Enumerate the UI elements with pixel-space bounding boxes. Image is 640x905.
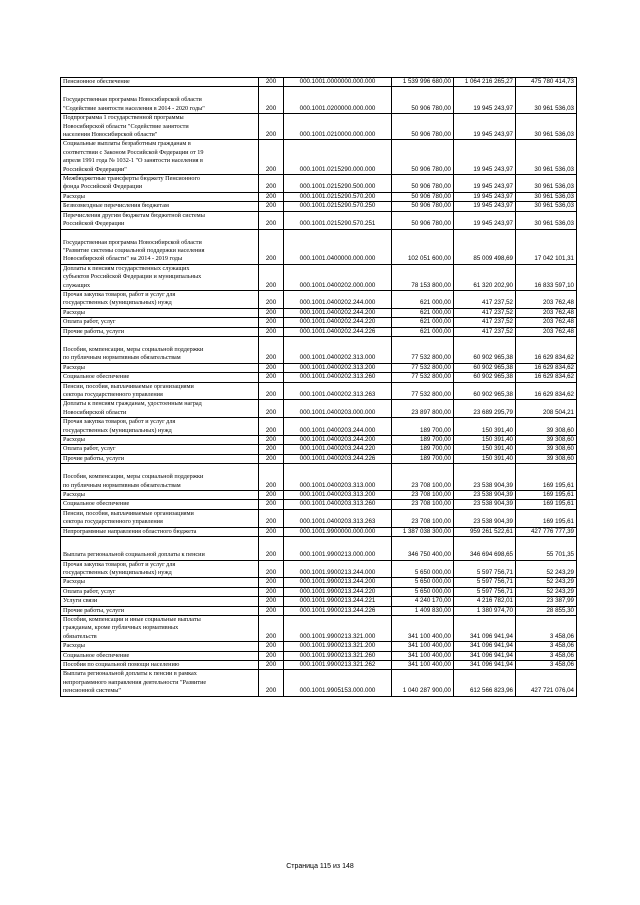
- unexecuted-amount-cell: 23 387,99: [516, 597, 577, 606]
- assigned-amount-cell: 189 700,00: [392, 436, 454, 445]
- budget-code-cell: 000.1001.0400203.244.226: [284, 454, 392, 463]
- table-row: [61, 454, 577, 463]
- table-row: [61, 436, 577, 445]
- table-row: [61, 308, 577, 317]
- row-name-cell: Оплата работ, услуг: [61, 445, 259, 454]
- unexecuted-amount-cell: 30 961 536,03: [516, 211, 577, 229]
- assigned-amount-cell: 341 100 400,00: [392, 615, 454, 641]
- row-name-cell: Пособия, компенсации и иные социальные выплаты гражданам, кроме публичных нормативных обязательств: [61, 615, 259, 641]
- table-row: [61, 606, 577, 615]
- budget-code-cell: 000.1001.0400203.313.260: [284, 500, 392, 509]
- executed-amount-cell: 23 538 904,39: [454, 464, 516, 491]
- table-row: [61, 500, 577, 509]
- table-row: [61, 373, 577, 382]
- row-name-cell: Подпрограмма 1 государственной программы Новосибирской области "Содействие занятости населения Новосибирской области": [61, 114, 259, 140]
- row-name-cell: Непрограммные направления областного бюджета: [61, 527, 259, 536]
- executed-amount-cell: 19 945 243,97: [454, 114, 516, 140]
- assigned-amount-cell: 5 650 000,00: [392, 560, 454, 578]
- executed-amount-cell: 1 064 216 265,27: [454, 78, 516, 87]
- unexecuted-amount-cell: 28 855,30: [516, 606, 577, 615]
- row-name-cell: Пенсионное обеспечение: [61, 78, 259, 87]
- executed-amount-cell: 23 538 904,39: [454, 500, 516, 509]
- row-name-cell: Пенсии, пособия, выплачиваемые организациями сектора государственного управления: [61, 382, 259, 400]
- row-name-cell: Перечисления другим бюджетам бюджетной системы Российской Федерации: [61, 211, 259, 229]
- table-row: [61, 363, 577, 372]
- unexecuted-amount-cell: 169 195,61: [516, 500, 577, 509]
- executed-amount-cell: 19 945 243,97: [454, 192, 516, 201]
- budget-code-cell: 000.1001.0210000.000.000: [284, 114, 392, 140]
- row-name-cell: Расходы: [61, 363, 259, 372]
- unexecuted-amount-cell: 39 308,60: [516, 418, 577, 436]
- executed-amount-cell: 5 597 756,71: [454, 587, 516, 596]
- admin-code-cell: 200: [259, 327, 284, 336]
- admin-code-cell: 200: [259, 264, 284, 290]
- budget-code-cell: 000.1001.0400202.244.220: [284, 318, 392, 327]
- unexecuted-amount-cell: 16 629 834,62: [516, 336, 577, 363]
- admin-code-cell: 200: [259, 418, 284, 436]
- unexecuted-amount-cell: 427 721 076,04: [516, 670, 577, 696]
- admin-code-cell: 200: [259, 290, 284, 308]
- admin-code-cell: 200: [259, 318, 284, 327]
- admin-code-cell: 200: [259, 400, 284, 418]
- budget-code-cell: 000.1001.0215290.000.000: [284, 140, 392, 175]
- admin-code-cell: 200: [259, 78, 284, 87]
- unexecuted-amount-cell: 3 458,06: [516, 642, 577, 651]
- executed-amount-cell: 612 566 823,96: [454, 670, 516, 696]
- assigned-amount-cell: 189 700,00: [392, 454, 454, 463]
- table-row: [61, 660, 577, 669]
- budget-code-cell: 000.1001.0400203.244.220: [284, 445, 392, 454]
- budget-code-cell: 000.1001.9900213.321.200: [284, 642, 392, 651]
- row-name-cell: Расходы: [61, 436, 259, 445]
- unexecuted-amount-cell: 30 961 536,03: [516, 87, 577, 114]
- row-name-cell: Расходы: [61, 192, 259, 201]
- table-row: [61, 87, 577, 114]
- unexecuted-amount-cell: 427 776 777,39: [516, 527, 577, 536]
- admin-code-cell: 200: [259, 560, 284, 578]
- unexecuted-amount-cell: 30 961 536,03: [516, 140, 577, 175]
- table-row: [61, 560, 577, 578]
- executed-amount-cell: 417 237,52: [454, 318, 516, 327]
- row-name-cell: Прочие работы, услуги: [61, 327, 259, 336]
- row-name-cell: Межбюджетные трансферты бюджету Пенсионного фонда Российской Федерации: [61, 175, 259, 193]
- budget-code-cell: 000.1001.0400203.244.200: [284, 436, 392, 445]
- budget-code-cell: 000.1001.0400202.244.226: [284, 327, 392, 336]
- table-row: [61, 336, 577, 363]
- row-name-cell: Доплаты к пенсиям гражданам, удостоенным наград Новосибирской области: [61, 400, 259, 418]
- admin-code-cell: 200: [259, 464, 284, 491]
- assigned-amount-cell: 189 700,00: [392, 445, 454, 454]
- assigned-amount-cell: 341 100 400,00: [392, 660, 454, 669]
- unexecuted-amount-cell: 52 243,29: [516, 578, 577, 587]
- executed-amount-cell: 19 945 243,97: [454, 140, 516, 175]
- row-name-cell: Выплата региональной социальной доплаты к пенсии: [61, 537, 259, 560]
- table-row: [61, 578, 577, 587]
- table-row: [61, 192, 577, 201]
- unexecuted-amount-cell: 169 195,61: [516, 509, 577, 527]
- executed-amount-cell: 417 237,52: [454, 290, 516, 308]
- table-row: [61, 642, 577, 651]
- assigned-amount-cell: 5 650 000,00: [392, 578, 454, 587]
- row-name-cell: Социальные выплаты безработным гражданам в соответствии с Законом Российской Федерации от 19 апреля 1991 года № 1032-1 "О занятости населения в Российской Федерации": [61, 140, 259, 175]
- table-body: [61, 78, 577, 697]
- budget-code-cell: 000.1001.0215290.500.000: [284, 175, 392, 193]
- unexecuted-amount-cell: 39 308,60: [516, 445, 577, 454]
- budget-code-cell: 000.1001.0200000.000.000: [284, 87, 392, 114]
- row-name-cell: Доплаты к пенсиям государственных служащих субъектов Российской Федерации и муниципальных служащих: [61, 264, 259, 290]
- executed-amount-cell: 60 902 965,38: [454, 336, 516, 363]
- admin-code-cell: 200: [259, 202, 284, 211]
- row-name-cell: Расходы: [61, 578, 259, 587]
- budget-code-cell: 000.1001.0215290.570.251: [284, 211, 392, 229]
- budget-code-cell: 000.1001.0400202.313.000: [284, 336, 392, 363]
- unexecuted-amount-cell: 55 701,35: [516, 537, 577, 560]
- assigned-amount-cell: 23 708 100,00: [392, 464, 454, 491]
- budget-code-cell: 000.1001.9900213.244.226: [284, 606, 392, 615]
- table-row: [61, 229, 577, 264]
- assigned-amount-cell: 5 650 000,00: [392, 587, 454, 596]
- table-row: [61, 445, 577, 454]
- table-row: [61, 264, 577, 290]
- assigned-amount-cell: 621 000,00: [392, 290, 454, 308]
- admin-code-cell: 200: [259, 211, 284, 229]
- executed-amount-cell: 341 096 941,94: [454, 651, 516, 660]
- table-row: [61, 400, 577, 418]
- row-name-cell: Расходы: [61, 491, 259, 500]
- executed-amount-cell: 60 902 965,38: [454, 382, 516, 400]
- budget-code-cell: 000.1001.0400202.000.000: [284, 264, 392, 290]
- admin-code-cell: 200: [259, 651, 284, 660]
- assigned-amount-cell: 50 906 780,00: [392, 202, 454, 211]
- unexecuted-amount-cell: 203 762,48: [516, 308, 577, 317]
- row-name-cell: Пенсии, пособия, выплачиваемые организациями сектора государственного управления: [61, 509, 259, 527]
- unexecuted-amount-cell: 30 961 536,03: [516, 202, 577, 211]
- budget-code-cell: 000.1001.9900213.321.260: [284, 651, 392, 660]
- assigned-amount-cell: 341 100 400,00: [392, 642, 454, 651]
- admin-code-cell: 200: [259, 87, 284, 114]
- executed-amount-cell: 19 945 243,97: [454, 211, 516, 229]
- assigned-amount-cell: 50 906 780,00: [392, 140, 454, 175]
- unexecuted-amount-cell: 39 308,60: [516, 454, 577, 463]
- executed-amount-cell: 150 391,40: [454, 454, 516, 463]
- admin-code-cell: 200: [259, 527, 284, 536]
- row-name-cell: Выплата региональной доплаты к пенсии в рамках непрограммного направления деятельности "Развитие пенсионной системы": [61, 670, 259, 696]
- assigned-amount-cell: 1 387 038 300,00: [392, 527, 454, 536]
- assigned-amount-cell: 1 409 830,00: [392, 606, 454, 615]
- assigned-amount-cell: 23 708 100,00: [392, 491, 454, 500]
- table-row: [61, 587, 577, 596]
- page-number: Страница 115 из 148: [286, 863, 354, 870]
- table-row: [61, 537, 577, 560]
- budget-code-cell: 000.1001.0215290.570.200: [284, 192, 392, 201]
- executed-amount-cell: 23 538 904,39: [454, 509, 516, 527]
- admin-code-cell: 200: [259, 491, 284, 500]
- budget-code-cell: 000.1001.9900213.321.000: [284, 615, 392, 641]
- admin-code-cell: 200: [259, 642, 284, 651]
- table-row: [61, 382, 577, 400]
- executed-amount-cell: 85 009 498,69: [454, 229, 516, 264]
- table-row: [61, 175, 577, 193]
- executed-amount-cell: 1 380 974,70: [454, 606, 516, 615]
- executed-amount-cell: 5 597 756,71: [454, 578, 516, 587]
- assigned-amount-cell: 621 000,00: [392, 327, 454, 336]
- admin-code-cell: 200: [259, 363, 284, 372]
- admin-code-cell: 200: [259, 660, 284, 669]
- table-row: [61, 318, 577, 327]
- unexecuted-amount-cell: 16 833 597,10: [516, 264, 577, 290]
- row-name-cell: Безвозмездные перечисления бюджетам: [61, 202, 259, 211]
- row-name-cell: Прочие работы, услуги: [61, 454, 259, 463]
- admin-code-cell: 200: [259, 454, 284, 463]
- executed-amount-cell: 346 694 698,65: [454, 537, 516, 560]
- unexecuted-amount-cell: 16 629 834,62: [516, 373, 577, 382]
- executed-amount-cell: 959 261 522,61: [454, 527, 516, 536]
- row-name-cell: Пособия по социальной помощи населению: [61, 660, 259, 669]
- row-name-cell: Прочая закупка товаров, работ и услуг для государственных (муниципальных) нужд: [61, 418, 259, 436]
- admin-code-cell: 200: [259, 587, 284, 596]
- executed-amount-cell: 150 391,40: [454, 445, 516, 454]
- budget-code-cell: 000.1001.0215290.570.250: [284, 202, 392, 211]
- budget-code-cell: 000.1001.0400202.244.200: [284, 308, 392, 317]
- executed-amount-cell: 19 945 243,97: [454, 87, 516, 114]
- budget-code-cell: 000.1001.9905153.000.000: [284, 670, 392, 696]
- unexecuted-amount-cell: 30 961 536,03: [516, 175, 577, 193]
- budget-code-cell: 000.1001.9900213.244.000: [284, 560, 392, 578]
- unexecuted-amount-cell: 30 961 536,03: [516, 192, 577, 201]
- row-name-cell: Социальное обеспечение: [61, 500, 259, 509]
- assigned-amount-cell: 23 897 800,00: [392, 400, 454, 418]
- executed-amount-cell: 60 902 965,38: [454, 363, 516, 372]
- executed-amount-cell: 61 320 202,90: [454, 264, 516, 290]
- assigned-amount-cell: 77 532 800,00: [392, 382, 454, 400]
- row-name-cell: Оплата работ, услуг: [61, 318, 259, 327]
- budget-code-cell: 000.1001.0400203.313.000: [284, 464, 392, 491]
- admin-code-cell: 200: [259, 445, 284, 454]
- table-row: [61, 211, 577, 229]
- unexecuted-amount-cell: 16 629 834,62: [516, 382, 577, 400]
- table-row: [61, 327, 577, 336]
- assigned-amount-cell: 341 100 400,00: [392, 651, 454, 660]
- assigned-amount-cell: 77 532 800,00: [392, 336, 454, 363]
- row-name-cell: Социальное обеспечение: [61, 651, 259, 660]
- assigned-amount-cell: 102 051 600,00: [392, 229, 454, 264]
- admin-code-cell: 200: [259, 336, 284, 363]
- executed-amount-cell: 150 391,40: [454, 418, 516, 436]
- table-row: [61, 509, 577, 527]
- row-name-cell: Прочие работы, услуги: [61, 606, 259, 615]
- unexecuted-amount-cell: 52 243,29: [516, 587, 577, 596]
- unexecuted-amount-cell: 39 308,60: [516, 436, 577, 445]
- budget-code-cell: 000.1001.0400203.313.263: [284, 509, 392, 527]
- budget-code-cell: 000.1001.9900000.000.000: [284, 527, 392, 536]
- row-name-cell: Пособия, компенсации, меры социальной поддержки по публичным нормативным обязательствам: [61, 464, 259, 491]
- unexecuted-amount-cell: 17 042 101,31: [516, 229, 577, 264]
- unexecuted-amount-cell: 3 458,06: [516, 660, 577, 669]
- budget-code-cell: 000.1001.0400203.244.000: [284, 418, 392, 436]
- admin-code-cell: 200: [259, 606, 284, 615]
- unexecuted-amount-cell: 16 629 834,62: [516, 363, 577, 372]
- executed-amount-cell: 19 945 243,97: [454, 202, 516, 211]
- executed-amount-cell: 60 902 965,38: [454, 373, 516, 382]
- assigned-amount-cell: 50 906 780,00: [392, 175, 454, 193]
- budget-code-cell: 000.1001.0400202.313.200: [284, 363, 392, 372]
- table-row: [61, 527, 577, 536]
- executed-amount-cell: 341 096 941,94: [454, 660, 516, 669]
- admin-code-cell: 200: [259, 140, 284, 175]
- budget-code-cell: 000.1001.0400202.313.260: [284, 373, 392, 382]
- row-name-cell: Пособия, компенсации, меры социальной поддержки по публичным нормативным обязательствам: [61, 336, 259, 363]
- assigned-amount-cell: 189 700,00: [392, 418, 454, 436]
- row-name-cell: Социальное обеспечение: [61, 373, 259, 382]
- admin-code-cell: 200: [259, 670, 284, 696]
- table-row: [61, 78, 577, 87]
- row-name-cell: Расходы: [61, 642, 259, 651]
- executed-amount-cell: 4 216 782,01: [454, 597, 516, 606]
- row-name-cell: Прочая закупка товаров, работ и услуг для государственных (муниципальных) нужд: [61, 560, 259, 578]
- unexecuted-amount-cell: 208 504,21: [516, 400, 577, 418]
- assigned-amount-cell: 621 000,00: [392, 318, 454, 327]
- budget-code-cell: 000.1001.9900213.321.262: [284, 660, 392, 669]
- table-row: [61, 140, 577, 175]
- assigned-amount-cell: 50 906 780,00: [392, 114, 454, 140]
- unexecuted-amount-cell: 169 195,61: [516, 491, 577, 500]
- budget-code-cell: 000.1001.0400000.000.000: [284, 229, 392, 264]
- admin-code-cell: 200: [259, 615, 284, 641]
- admin-code-cell: 200: [259, 229, 284, 264]
- assigned-amount-cell: 77 532 800,00: [392, 363, 454, 372]
- unexecuted-amount-cell: 203 762,48: [516, 327, 577, 336]
- admin-code-cell: 200: [259, 509, 284, 527]
- budget-code-cell: 000.1001.0400202.244.000: [284, 290, 392, 308]
- assigned-amount-cell: 50 906 780,00: [392, 192, 454, 201]
- admin-code-cell: 200: [259, 436, 284, 445]
- admin-code-cell: 200: [259, 308, 284, 317]
- admin-code-cell: 200: [259, 114, 284, 140]
- admin-code-cell: 200: [259, 597, 284, 606]
- budget-code-cell: 000.1001.0400203.000.000: [284, 400, 392, 418]
- budget-code-cell: 000.1001.9900213.244.220: [284, 587, 392, 596]
- executed-amount-cell: 417 237,52: [454, 327, 516, 336]
- assigned-amount-cell: 78 153 800,00: [392, 264, 454, 290]
- table-row: [61, 651, 577, 660]
- table-row: [61, 290, 577, 308]
- admin-code-cell: 200: [259, 373, 284, 382]
- unexecuted-amount-cell: 52 243,29: [516, 560, 577, 578]
- executed-amount-cell: 5 597 756,71: [454, 560, 516, 578]
- unexecuted-amount-cell: 475 780 414,73: [516, 78, 577, 87]
- row-name-cell: Расходы: [61, 308, 259, 317]
- budget-execution-table: [60, 77, 577, 697]
- row-name-cell: Государственная программа Новосибирской области "Содействие занятости населения в 2014 - 2020 годы": [61, 87, 259, 114]
- executed-amount-cell: 23 689 295,79: [454, 400, 516, 418]
- executed-amount-cell: 23 538 904,39: [454, 491, 516, 500]
- admin-code-cell: 200: [259, 537, 284, 560]
- executed-amount-cell: 341 096 941,94: [454, 615, 516, 641]
- unexecuted-amount-cell: 203 762,48: [516, 318, 577, 327]
- assigned-amount-cell: 23 708 100,00: [392, 509, 454, 527]
- row-name-cell: Прочая закупка товаров, работ и услуг для государственных (муниципальных) нужд: [61, 290, 259, 308]
- assigned-amount-cell: 346 750 400,00: [392, 537, 454, 560]
- budget-code-cell: 000.1001.9900213.000.000: [284, 537, 392, 560]
- table-row: [61, 418, 577, 436]
- unexecuted-amount-cell: 30 961 536,03: [516, 114, 577, 140]
- budget-code-cell: 000.1001.0000000.000.000: [284, 78, 392, 87]
- budget-code-cell: 000.1001.9900213.244.200: [284, 578, 392, 587]
- table-row: [61, 464, 577, 491]
- table-row: [61, 114, 577, 140]
- assigned-amount-cell: 621 000,00: [392, 308, 454, 317]
- unexecuted-amount-cell: 169 195,61: [516, 464, 577, 491]
- table-row: [61, 491, 577, 500]
- executed-amount-cell: 417 237,52: [454, 308, 516, 317]
- row-name-cell: Услуги связи: [61, 597, 259, 606]
- unexecuted-amount-cell: 3 458,06: [516, 651, 577, 660]
- table-row: [61, 615, 577, 641]
- admin-code-cell: 200: [259, 578, 284, 587]
- assigned-amount-cell: 23 708 100,00: [392, 500, 454, 509]
- unexecuted-amount-cell: 3 458,06: [516, 615, 577, 641]
- assigned-amount-cell: 1 040 287 900,00: [392, 670, 454, 696]
- assigned-amount-cell: 77 532 800,00: [392, 373, 454, 382]
- row-name-cell: Оплата работ, услуг: [61, 587, 259, 596]
- budget-code-cell: 000.1001.9900213.244.221: [284, 597, 392, 606]
- executed-amount-cell: 19 945 243,97: [454, 175, 516, 193]
- admin-code-cell: 200: [259, 192, 284, 201]
- budget-code-cell: 000.1001.0400202.313.263: [284, 382, 392, 400]
- assigned-amount-cell: 50 906 780,00: [392, 87, 454, 114]
- budget-code-cell: 000.1001.0400203.313.200: [284, 491, 392, 500]
- table-row: [61, 202, 577, 211]
- assigned-amount-cell: 50 906 780,00: [392, 211, 454, 229]
- executed-amount-cell: 150 391,40: [454, 436, 516, 445]
- table-row: [61, 670, 577, 696]
- assigned-amount-cell: 4 240 170,00: [392, 597, 454, 606]
- admin-code-cell: 200: [259, 175, 284, 193]
- unexecuted-amount-cell: 203 762,48: [516, 290, 577, 308]
- admin-code-cell: 200: [259, 500, 284, 509]
- table-row: [61, 597, 577, 606]
- admin-code-cell: 200: [259, 382, 284, 400]
- assigned-amount-cell: 1 539 996 680,00: [392, 78, 454, 87]
- row-name-cell: Государственная программа Новосибирской области "Развитие системы социальной поддержки населения Новосибирской области" на 2014 - 2019 годы: [61, 229, 259, 264]
- executed-amount-cell: 341 096 941,94: [454, 642, 516, 651]
